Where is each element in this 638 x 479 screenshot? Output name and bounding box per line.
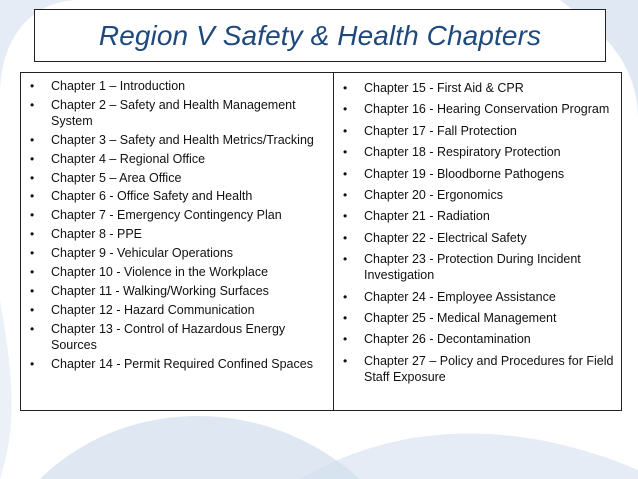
chapter-item — [21, 356, 333, 372]
bullet-icon: • — [30, 132, 35, 147]
chapter-item — [334, 101, 621, 117]
chapter-label: Chapter 26 - Decontamination — [364, 332, 531, 347]
chapter-item — [21, 226, 333, 242]
chapter-label: Chapter 24 - Employee Assistance — [364, 289, 556, 304]
chapter-label: Chapter 6 - Office Safety and Health — [51, 189, 253, 204]
chapter-item — [21, 283, 333, 299]
chapter-label: Chapter 10 - Violence in the Workplace — [51, 265, 269, 280]
chapter-item — [334, 187, 621, 203]
chapter-item — [21, 151, 333, 167]
title-box — [34, 9, 606, 62]
chapter-item — [21, 245, 333, 261]
chapter-item — [21, 132, 333, 148]
chapter-item — [334, 208, 621, 224]
chapter-label: Chapter 12 - Hazard Communication — [51, 302, 255, 317]
chapter-item — [334, 166, 621, 182]
chapter-item — [334, 251, 621, 283]
bullet-icon: • — [343, 145, 348, 160]
chapter-label: Chapter 16 - Hearing Conservation Program — [364, 102, 610, 117]
chapters-table — [20, 72, 622, 411]
chapter-label: Chapter 1 – Introduction — [51, 79, 186, 93]
bullet-icon: • — [30, 265, 35, 280]
bullet-icon: • — [343, 252, 348, 267]
chapter-label: Chapter 18 - Respiratory Protection — [364, 145, 561, 160]
chapter-label: Chapter 19 - Bloodborne Pathogens — [364, 166, 565, 181]
chapter-label: Chapter 21 - Radiation — [364, 209, 490, 224]
bullet-icon: • — [343, 332, 348, 347]
chapter-label: Chapter 7 - Emergency Contingency Plan — [51, 208, 282, 223]
bullet-icon: • — [30, 79, 35, 93]
chapter-label: Chapter 8 - PPE — [51, 227, 143, 242]
chapter-label: Chapter 3 – Safety and Health Metrics/Tracking — [51, 132, 314, 147]
bullet-icon: • — [30, 189, 35, 204]
chapter-item — [21, 302, 333, 318]
bullet-icon: • — [30, 283, 35, 298]
chapter-item — [334, 310, 621, 326]
bullet-icon: • — [30, 356, 35, 371]
chapter-label: Chapter 25 - Medical Management — [364, 310, 557, 325]
chapter-label: Chapter 4 – Regional Office — [51, 151, 206, 166]
bullet-icon: • — [343, 123, 348, 138]
left-column — [21, 73, 334, 410]
bullet-icon: • — [343, 81, 348, 95]
bullet-icon: • — [30, 151, 35, 166]
chapter-label: Chapter 2 – Safety and Health Management System — [51, 97, 296, 128]
chapter-item — [21, 321, 333, 353]
left-chapter-list — [21, 78, 333, 372]
chapter-item — [21, 188, 333, 204]
chapter-item — [21, 78, 333, 94]
bullet-icon: • — [30, 302, 35, 317]
chapter-item — [21, 97, 333, 129]
chapter-item — [334, 80, 621, 96]
bullet-icon: • — [30, 246, 35, 261]
bullet-icon: • — [343, 166, 348, 181]
bullet-icon: • — [343, 209, 348, 224]
chapter-item — [334, 123, 621, 139]
chapter-label: Chapter 5 – Area Office — [51, 170, 182, 185]
chapter-label: Chapter 22 - Electrical Safety — [364, 230, 527, 245]
chapter-item — [334, 353, 621, 385]
page-title: Region V Safety & Health Chapters — [98, 19, 542, 51]
chapter-label: Chapter 15 - First Aid & CPR — [364, 81, 524, 95]
chapter-label: Chapter 17 - Fall Protection — [364, 123, 517, 138]
chapter-label: Chapter 13 - Control of Hazardous Energy Sources — [51, 321, 286, 352]
chapter-item — [334, 230, 621, 246]
right-chapter-list — [334, 80, 621, 385]
bullet-icon: • — [343, 187, 348, 202]
chapter-label: Chapter 9 - Vehicular Operations — [51, 246, 234, 261]
chapter-label: Chapter 14 - Permit Required Confined Spaces — [51, 356, 313, 371]
chapter-item — [334, 144, 621, 160]
chapter-item — [334, 289, 621, 305]
bullet-icon: • — [30, 170, 35, 185]
bullet-icon: • — [343, 353, 348, 368]
bullet-icon: • — [30, 208, 35, 223]
chapter-label: Chapter 20 - Ergonomics — [364, 187, 503, 202]
right-column — [334, 73, 621, 410]
bullet-icon: • — [30, 321, 35, 336]
chapter-item — [21, 170, 333, 186]
chapter-label: Chapter 11 - Walking/Working Surfaces — [51, 283, 269, 298]
bullet-icon: • — [343, 289, 348, 304]
bullet-icon: • — [30, 227, 35, 242]
bullet-icon: • — [343, 310, 348, 325]
bullet-icon: • — [343, 230, 348, 245]
chapter-item — [21, 264, 333, 280]
bullet-icon: • — [343, 102, 348, 117]
chapter-item — [334, 331, 621, 347]
chapter-item — [21, 207, 333, 223]
bullet-icon: • — [30, 97, 35, 112]
chapter-label: Chapter 23 - Protection During Incident Investigation — [364, 252, 581, 283]
chapter-label: Chapter 27 – Policy and Procedures for Field Staff Exposure — [364, 353, 614, 384]
